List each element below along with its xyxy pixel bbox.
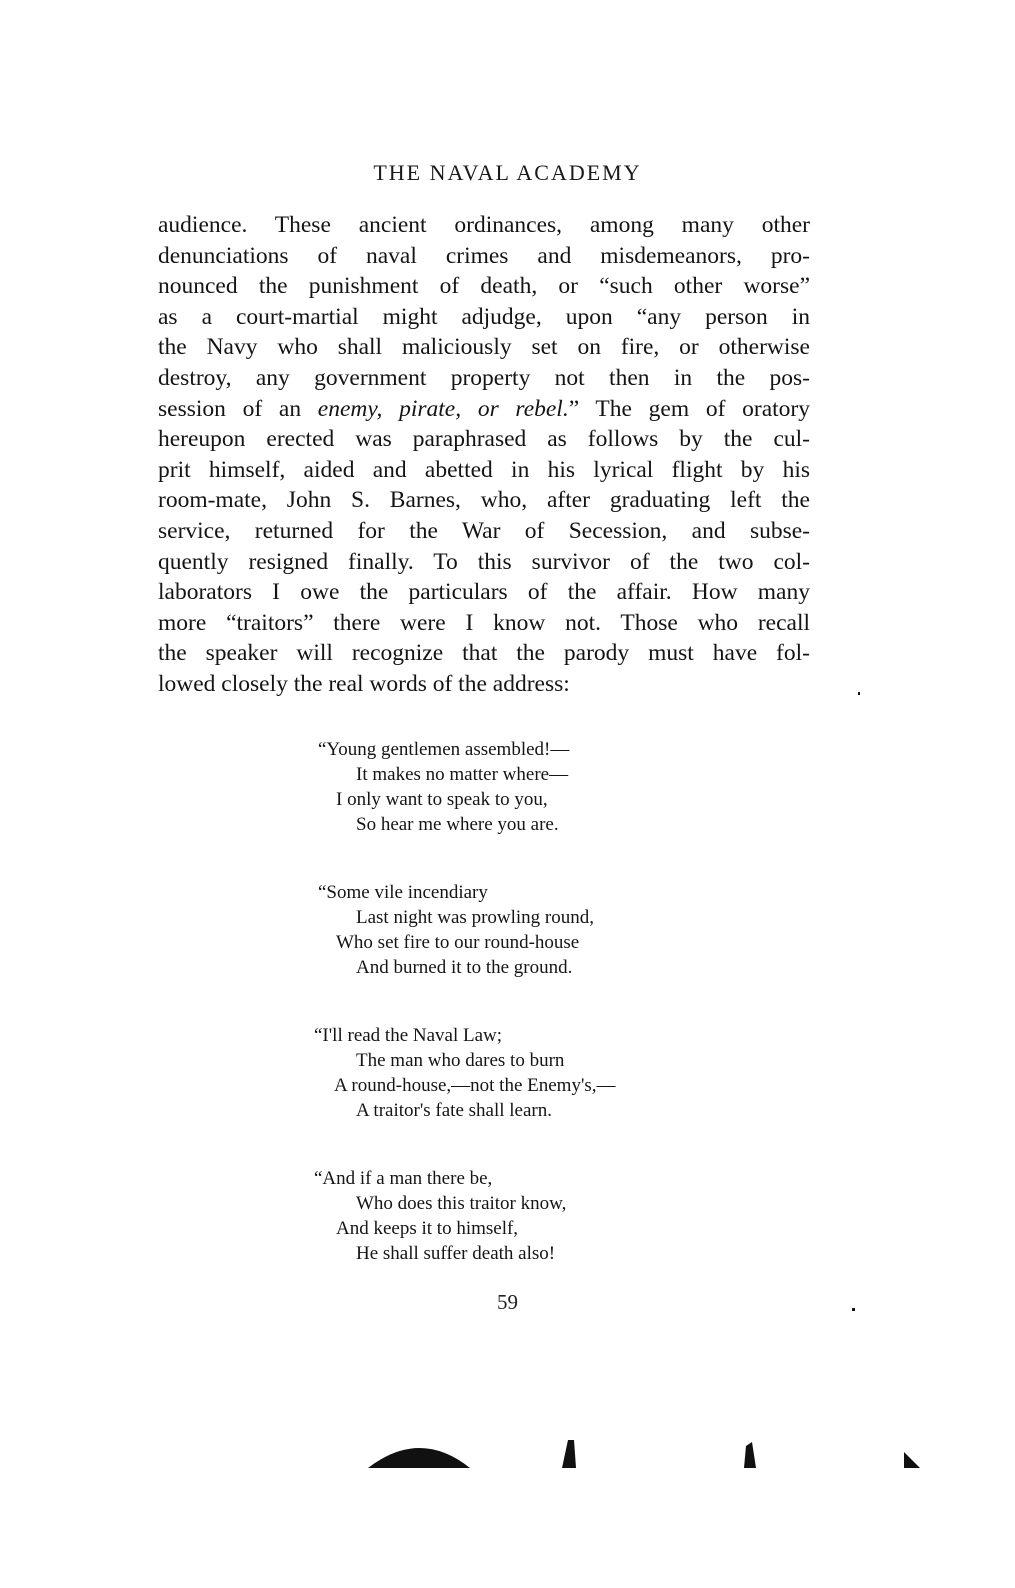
scan-blob: [368, 1448, 470, 1468]
verse-line: “Young gentlemen assembled!—: [318, 739, 570, 760]
verse-line: The man who dares to burn: [356, 1050, 565, 1071]
prose-fragment: session of an: [158, 395, 318, 422]
verse-line: Last night was prowling round,: [356, 907, 595, 928]
verse-line: Who does this traitor know,: [356, 1193, 567, 1214]
prose-line: room-mate, John S. Barnes, who, after graduating left the: [158, 487, 810, 514]
verse-line: And keeps it to himself,: [336, 1218, 519, 1239]
running-head: THE NAVAL ACADEMY: [373, 160, 642, 185]
prose-line: destroy, any government property not then in the pos-: [158, 364, 810, 391]
verse-line: “I'll read the Naval Law;: [314, 1025, 503, 1046]
prose-line: laborators I owe the particulars of the affair. How many: [158, 579, 810, 606]
prose-line: service, returned for the War of Secession, and subse-: [158, 517, 810, 544]
verse-line: I only want to speak to you,: [336, 789, 548, 810]
prose-line: quently resigned finally. To this survivor of the two col-: [158, 548, 810, 575]
prose-line: prit himself, aided and abetted in his lyrical flight by his: [158, 456, 810, 483]
verse-line: And burned it to the ground.: [356, 957, 573, 978]
prose-line: as a court-martial might adjudge, upon “any person in: [158, 303, 810, 330]
prose-line: the speaker will recognize that the parody must have fol-: [158, 640, 810, 667]
prose-line: hereupon erected was paraphrased as follows by the cul-: [158, 426, 810, 453]
prose-line: denunciations of naval crimes and misdemeanors, pro-: [158, 242, 810, 269]
scan-blob: [744, 1442, 756, 1468]
verse-line: “And if a man there be,: [314, 1168, 493, 1189]
verse-line: Who set fire to our round-house: [336, 932, 580, 953]
page-number: 59: [497, 1290, 518, 1314]
verse-line: It makes no matter where—: [356, 764, 569, 785]
prose-line: audience. These ancient ordinances, among many other: [158, 212, 810, 238]
verse-line: A round-house,—not the Enemy's,—: [334, 1075, 616, 1096]
prose-line: nounced the punishment of death, or “such other worse”: [158, 273, 810, 300]
scan-blob: [562, 1440, 576, 1468]
prose-line: more “traitors” there were I know not. Those who recall: [158, 609, 810, 636]
verse-line: A traitor's fate shall learn.: [356, 1100, 552, 1121]
prose-line: lowed closely the real words of the address:: [158, 670, 570, 697]
verse-line: “Some vile incendiary: [318, 882, 488, 903]
verse-line: He shall suffer death also!: [356, 1243, 556, 1264]
verse-line: So hear me where you are.: [356, 814, 559, 835]
prose-fragment: ” The gem of oratory: [568, 395, 810, 422]
prose-line: the Navy who shall maliciously set on fire, or otherwise: [158, 334, 810, 361]
prose-italic-phrase: enemy, pirate, or rebel.: [317, 395, 569, 422]
scan-blob: [904, 1452, 920, 1468]
